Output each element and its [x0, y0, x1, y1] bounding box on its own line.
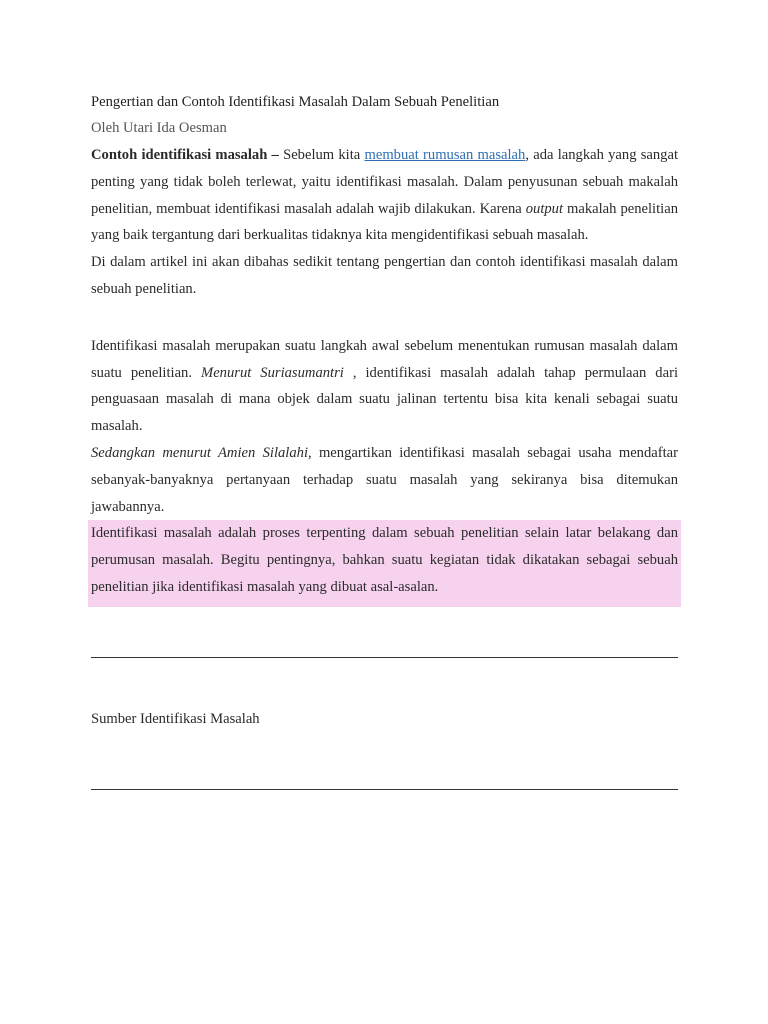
rumusan-masalah-link[interactable]: membuat rumusan masalah — [364, 147, 526, 163]
document-body — [91, 90, 678, 607]
bold-lead: Contoh identifikasi masalah – — [91, 147, 279, 163]
highlighted-paragraph: Identifikasi masalah adalah proses terpenting dalam sebuah penelitian selain latar belakang dan perumusan masalah. Begitu pentingnya, bahkan suatu kegiatan tidak dikatakan sebagai sebuah penelitian jika identifikasi masalah yang dibuat asal-asalan. — [88, 520, 681, 606]
author-line: Oleh Utari Ida Oesman — [91, 120, 227, 136]
intro-text-b: , ada langkah yang sangat penting yang tidak boleh terlewat, yaitu identifikasi masalah. Dalam penyusunan sebuah makalah penelitian, membuat identifikasi masalah adalah wajib dilakukan. Karena — [91, 147, 679, 217]
silalahi-paragraph — [91, 440, 678, 520]
paragraph-gap — [91, 303, 678, 333]
intro-text-c: makalah penelitian yang baik tergantung dari berkualitas tidaknya kita mengidentifikasi sebuah masalah. — [91, 200, 678, 244]
article-scope-paragraph: Di dalam artikel ini akan dibahas sedikit tentang pengertian dan contoh identifikasi masalah dalam sebuah penelitian. — [91, 254, 678, 297]
definition-text-b: , identifikasi masalah adalah tahap permulaan dari penguasaan masalah di mana objek dalam suatu jalinan tertentu bisa kita kenali sebagai suatu masalah. — [91, 364, 678, 435]
silalahi-text: , mengartikan identifikasi masalah sebagai usaha mendaftar sebanyak-banyaknya pertanyaan terhadap suatu masalah yang sekiranya bisa ditemukan jawabannya. — [91, 444, 678, 515]
source-label: Sumber Identifikasi Masalah — [91, 711, 260, 727]
silalahi-citation: Sedangkan menurut Amien Silalahi — [91, 444, 308, 461]
output-term: output — [525, 200, 564, 217]
document-title: Pengertian dan Contoh Identifikasi Masalah Dalam Sebuah Penelitian — [91, 94, 500, 110]
intro-text-a: Sebelum kita — [278, 147, 365, 163]
divider-bottom — [91, 789, 678, 790]
intro-paragraph — [91, 142, 678, 249]
divider-top — [91, 657, 678, 658]
definition-paragraph — [91, 333, 678, 440]
definition-text-a: Identifikasi masalah merupakan suatu langkah awal sebelum menentukan rumusan masalah dalam suatu penelitian. — [91, 337, 678, 381]
suriasumantri-citation: Menurut Suriasumantri — [201, 364, 344, 381]
